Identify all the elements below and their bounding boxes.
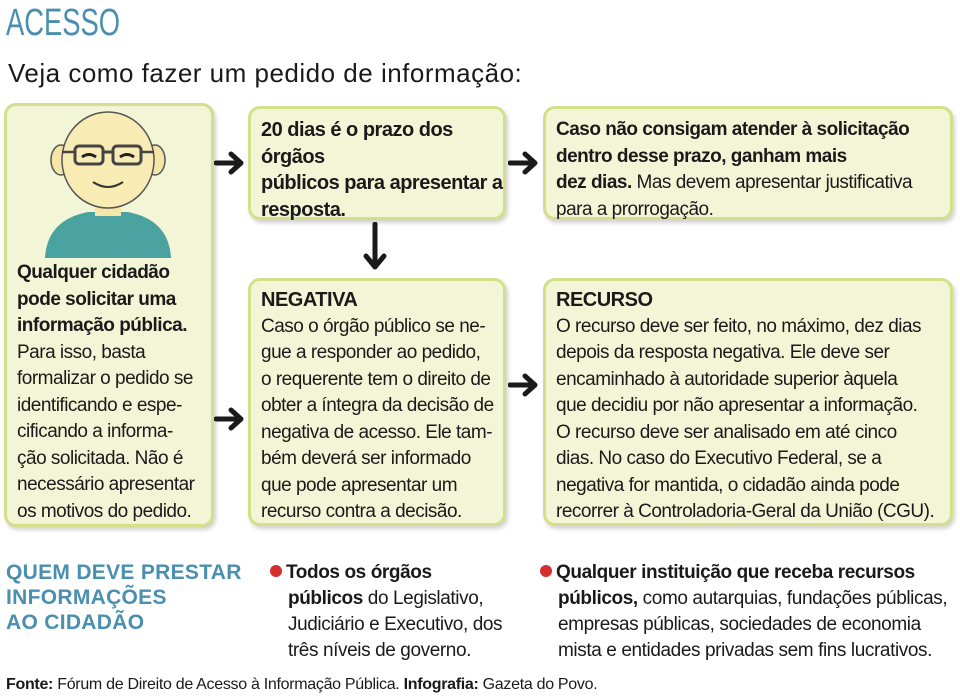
person-line: formalizar o pedido se <box>17 368 193 389</box>
caso-rest-span: Mas devem apresentar justificativa <box>631 172 913 193</box>
caso-line: para a prorrogação. <box>556 198 714 220</box>
infografia-text: Gazeta do Povo. <box>478 676 598 693</box>
bullet-instituicoes <box>540 560 947 664</box>
arrow-right-icon <box>214 150 246 176</box>
caso-line: dentro desse prazo, ganham mais <box>556 145 847 167</box>
fonte-label: Fonte: <box>6 676 54 693</box>
negativa-line: negativa de acesso. Ele tam- <box>261 421 493 443</box>
prazo-line: resposta. <box>261 198 346 221</box>
quem-line: QUEM DEVE PRESTAR <box>6 561 242 584</box>
prazo-line: 20 dias é o prazo dos órgãos <box>261 119 453 168</box>
quem-line: INFORMAÇÕES <box>6 586 167 609</box>
recurso-heading: RECURSO <box>556 289 653 311</box>
person-line: cificando a informa- <box>17 421 173 442</box>
bullet-dot-icon <box>540 565 552 577</box>
negativa-line: bém deverá ser informado <box>261 448 471 469</box>
fonte-text: Fórum de Direito de Acesso à Informação Pública. <box>53 676 404 693</box>
caso-bold-span: dez dias. <box>556 172 632 193</box>
recurso-line: recorrer à Controladoria-Geral da União (CGU). <box>556 501 935 522</box>
person-line: Para isso, basta <box>17 341 146 363</box>
bullet-text: mista e entidades privadas sem fins lucrativos. <box>558 640 933 661</box>
recurso-box <box>543 278 953 526</box>
recurso-line: dias. No caso do Executivo Federal, se a <box>556 448 882 469</box>
person-bold-line: Qualquer cidadão <box>17 262 170 283</box>
negativa-line: o requerente tem o direito de <box>261 368 491 390</box>
negativa-line: que pode apresentar um <box>261 474 458 496</box>
infografia-label: Infografia: <box>403 676 479 693</box>
caso-box <box>543 106 953 220</box>
person-bold-line: informação pública. <box>17 315 187 336</box>
negativa-box <box>248 278 506 526</box>
bullet-text: do Legislativo, <box>362 588 484 609</box>
arrow-right-icon <box>508 150 540 176</box>
page-title: ACESSO <box>6 2 121 44</box>
arrow-down-icon <box>362 222 388 272</box>
arrow-right-icon <box>214 406 246 432</box>
negativa-box-text <box>261 287 494 526</box>
source-footer <box>6 676 597 694</box>
bullet-bold: públicos <box>288 588 363 609</box>
person-line: necessário apresentar <box>17 474 195 495</box>
recurso-line: depois da resposta negativa. Ele deve ser <box>556 342 890 363</box>
recurso-box-text <box>556 287 934 526</box>
negativa-line: gue a responder ao pedido, <box>261 342 481 363</box>
negativa-line: obter a íntegra da decisão de <box>261 395 494 416</box>
bullet-text: como autarquias, fundações públicas, <box>637 588 948 609</box>
recurso-line: O recurso deve ser analisado em até cinco <box>556 421 897 443</box>
bullet-bold: Todos os órgãos <box>286 562 432 583</box>
prazo-box <box>248 106 506 220</box>
bullet-dot-icon <box>270 565 282 577</box>
arrow-right-icon <box>508 372 540 398</box>
negativa-heading: NEGATIVA <box>261 289 358 311</box>
quem-line: AO CIDADÃO <box>6 611 145 634</box>
bullet-bold: Qualquer instituição que receba recursos <box>556 562 915 583</box>
person-illustration <box>33 108 183 258</box>
prazo-box-text <box>261 117 503 223</box>
page-subtitle: Veja como fazer um pedido de informação: <box>8 58 523 88</box>
person-bold-line: pode solicitar uma <box>17 288 176 310</box>
bullet-text: Judiciário e Executivo, dos <box>288 614 503 635</box>
recurso-line: encaminhado à autoridade superior àquela <box>556 368 898 390</box>
person-box <box>4 103 214 527</box>
recurso-line: que decidiu por não apresentar a informação. <box>556 395 918 416</box>
person-line: ção solicitada. Não é <box>17 447 183 469</box>
bullet-text: empresas públicas, sociedades de economia <box>558 614 921 635</box>
prazo-line: públicos para apresentar a <box>261 172 503 194</box>
caso-line: Caso não consigam atender à solicitação <box>556 119 910 140</box>
person-line: os motivos do pedido. <box>17 500 192 522</box>
bullet-text: três níveis de governo. <box>288 640 472 661</box>
caso-box-text <box>556 117 912 223</box>
caso-line-3 <box>556 170 912 197</box>
negativa-line: Caso o órgão público se ne- <box>261 315 486 337</box>
person-box-text <box>17 260 195 525</box>
negativa-line: recurso contra a decisão. <box>261 501 462 522</box>
recurso-line: O recurso deve ser feito, no máximo, dez dias <box>556 315 922 337</box>
quem-heading <box>6 560 242 635</box>
person-line: identificando e espe- <box>17 394 182 416</box>
bullet-orgaos <box>270 560 502 664</box>
bullet-bold: públicos, <box>558 588 638 609</box>
recurso-line: negativa for mantida, o cidadão ainda pode <box>556 474 900 496</box>
